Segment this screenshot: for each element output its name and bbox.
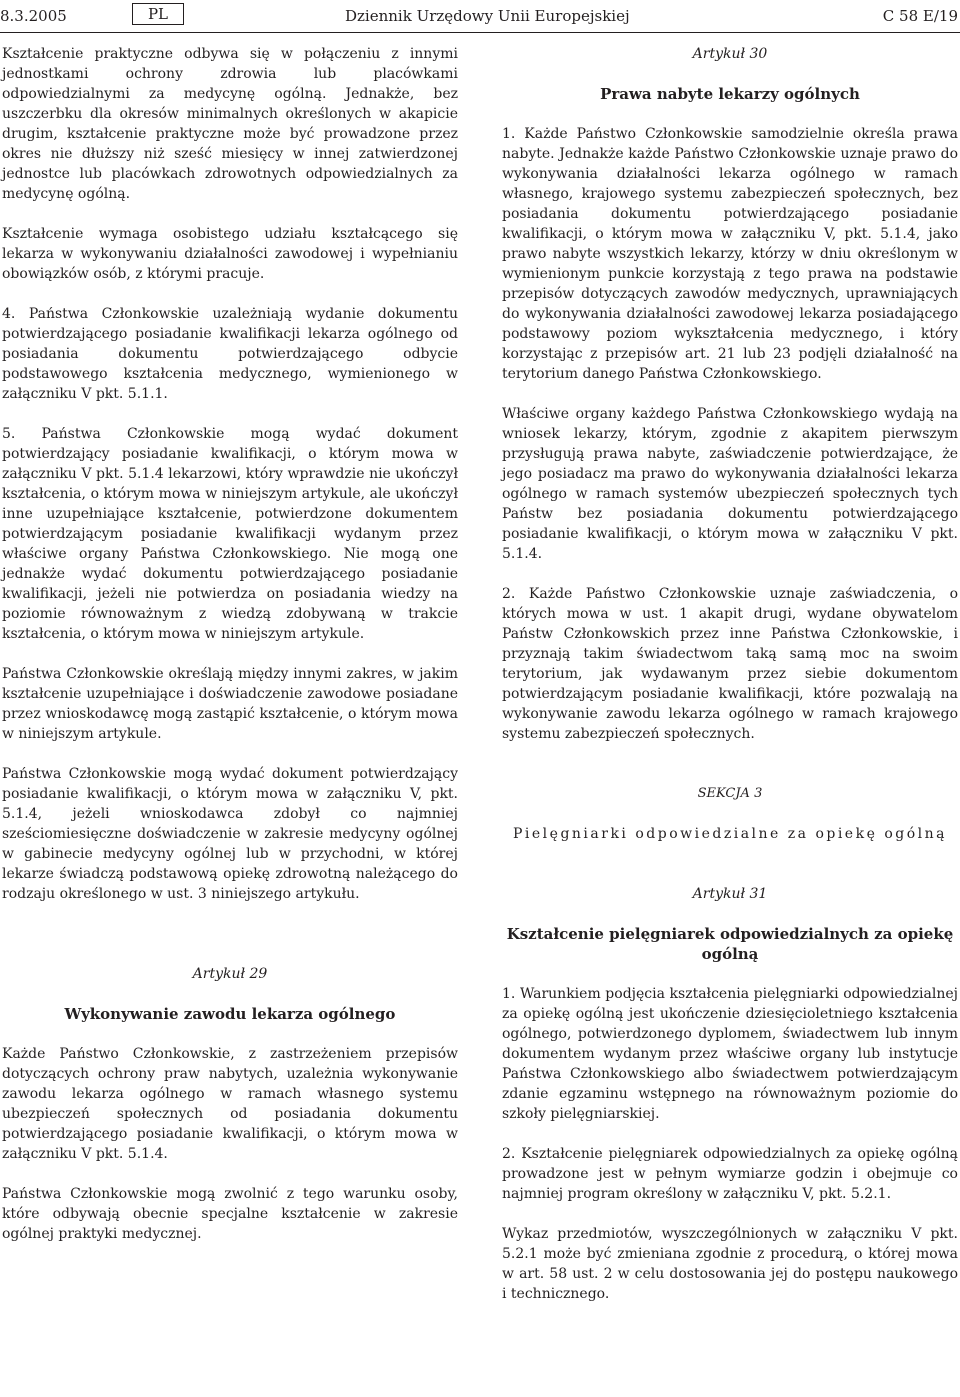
article-number: Artykuł 29 (192, 966, 268, 982)
left-column (2, 44, 458, 1244)
paragraph: Właściwe organy każdego Państwa Członkowskiego wydają na wniosek lekarzy, którym, zgodnie z akapitem pierwszym przysługują prawa nabyte, zaświadczenie potwierdzające, że jego posiadacz ma prawo do wykonywania działalności lekarza ogólnego w ramach systemów ubezpieczeń społecznych tych Państw bez posiadania dokumentu potwierdzającego posiadanie kwalifikacji, o którym mowa w załączniku V pkt. 5.1.4. (502, 406, 958, 562)
paragraph: Wykaz przedmiotów, wyszczególnionych w załączniku V pkt. 5.2.1 może być zmieniana zgodnie z procedurą, o której mowa w art. 58 ust. 2 w celu dostosowania jej do postępu naukowego i technicznego. (502, 1226, 958, 1302)
publication-date: 8.3.2005 (0, 7, 67, 25)
article-number: Artykuł 31 (692, 886, 768, 902)
paragraph: Państwa Członkowskie określają między innymi zakres, w jakim kształcenie uzupełniające i doświadczenie zawodowe posiadane przez wnioskodawcę mogą zastąpić kształcenie, o którym mowa w niniejszym artykule. (2, 666, 458, 742)
paragraph: 1. Każde Państwo Członkowskie samodzielnie określa prawa nabyte. Jednakże każde Państwo Członkowskie uznaje prawo do wykonywania działalności lekarza ogólnego w ramach własnego, krajowego systemu zabezpieczeń społecznych, bez posiadania dokumentu potwierdzającego posiadanie kwalifikacji, o którym mowa w załączniku V, pkt. 5.1.4, jako prawo nabyte wszystkich lekarzy, którzy w dniu określonym w wymienionym punkcie korzystają z tego prawa na podstawie przepisów dotyczących zawodów medycznych, uprawniających do wykonywania działalności zawodowej lekarza posiadającego podstawowy poziom wykształcenia medycznego, i który korzystając z przepisów art. 21 lub 23 podjęli działalność na terytorium danego Państwa Członkowskiego. (502, 126, 958, 382)
header-rule (0, 32, 960, 33)
paragraph: Państwa Członkowskie mogą zwolnić z tego warunku osoby, które odbywają obecnie specjalne kształcenie w zakresie ogólnej praktyki medycznej. (2, 1186, 458, 1242)
page-header (0, 0, 960, 34)
language-badge: PL (132, 3, 184, 25)
paragraph: Każde Państwo Członkowskie, z zastrzeżeniem przepisów dotyczących ochrony praw nabytych, uzależnia wykonywanie zawodu lekarza ogólnego w ramach własnego systemu ubezpieczeń społecznych od posiadania dokumentu potwierdzającego posiadanie kwalifikacji, o którym mowa w załączniku V pkt. 5.1.4. (2, 1046, 458, 1162)
section-title: Pielęgniarki odpowiedzialne za opiekę ogólną (513, 826, 947, 842)
paragraph: 4. Państwa Członkowskie uzależniają wydanie dokumentu potwierdzającego posiadanie kwalifikacji lekarza ogólnego od posiadania dokumentu potwierdzającego odbycie podstawowego kształcenia medycznego, wymienionego w załączniku V pkt. 5.1.1. (2, 306, 458, 402)
paragraph: Państwa Członkowskie mogą wydać dokument potwierdzający posiadanie kwalifikacji, o którym mowa w załączniku V, pkt. 5.1.4, jeżeli wnioskodawca zdobył co najmniej sześciomiesięczne doświadczenie w zakresie medycyny ogólnej w gabinecie medycyny ogólnej lub w przychodni, w której lekarze świadczą podstawową opiekę zdrowotną należącego do rodzaju określonego w ust. 3 niniejszego artykułu. (2, 766, 458, 902)
paragraph: Kształcenie praktyczne odbywa się w połączeniu z innymi jednostkami ochrony zdrowia lub placówkami odpowiedzialnymi za medycynę ogólną. Jednakże, bez uszczerbku dla okresów minimalnych określonych w akapicie drugim, kształcenie praktyczne może być prowadzone przez okres nie dłuższy niż sześć miesięcy w innej zatwierdzonej jednostce lub placówkach zdrowotnych odpowiedzialnych za medycynę ogólną. (2, 46, 458, 202)
paragraph: 2. Każde Państwo Członkowskie uznaje zaświadczenia, o których mowa w ust. 1 akapit drugi, wydane obywatelom Państw Członkowskich przez inne Państwa Członkowskie, i przyznają takim świadectwom taką samą moc na swoim terytorium, jak wydawanym przez siebie dokumentom potwierdzającym posiadanie kwalifikacji, które pozwalają na wykonywanie zawodu lekarza ogólnego w ramach krajowego systemu zabezpieczeń społecznych. (502, 586, 958, 742)
paragraph: Kształcenie wymaga osobistego udziału kształcącego się lekarza w wykonywaniu działalności zawodowej i wypełnianiu obowiązków osób, z którymi pracuje. (2, 226, 458, 282)
article-title: Wykonywanie zawodu lekarza ogólnego (64, 1005, 396, 1023)
journal-title: Dziennik Urzędowy Unii Europejskiej (345, 7, 630, 25)
paragraph: 5. Państwa Członkowskie mogą wydać dokument potwierdzający posiadanie kwalifikacji, o którym mowa w załączniku V pkt. 5.1.4 lekarzowi, który wprawdzie nie ukończył kształcenia, o którym mowa w niniejszym artykule, ale ukończył inne uzupełniające kształcenie, potwierdzone dokumentem potwierdzającym posiadanie kwalifikacji wydanym przez właściwe organy Państwa Członkowskiego. Nie mogą one jednakże wydać dokumentu potwierdzającego posiadanie kwalifikacji, jeżeli nie potwierdza on posiadania wiedzy na poziomie równoważnym z wiedzą zdobywaną w trakcie kształcenia, o którym mowa w niniejszym artykule. (2, 426, 458, 642)
page-reference: C 58 E/19 (882, 7, 958, 25)
article-title: Prawa nabyte lekarzy ogólnych (600, 85, 860, 103)
article-title: Kształcenie pielęgniarek odpowiedzialnych za opiekę ogólną (506, 925, 954, 963)
right-column (502, 44, 958, 1304)
article-number: Artykuł 30 (692, 46, 768, 62)
paragraph: 2. Kształcenie pielęgniarek odpowiedzialnych za opiekę ogólną prowadzone jest w pełnym wymiarze godzin i obejmuje co najmniej program określony w załączniku V, pkt. 5.2.1. (502, 1146, 958, 1202)
paragraph: 1. Warunkiem podjęcia kształcenia pielęgniarki odpowiedzialnej za opiekę ogólną jest ukończenie dziesięcioletniego kształcenia ogólnego, potwierdzonego dyplomem, świadectwem lub innym dokumentem wydanym przez właściwe organy lub instytucje Państwa Członkowskiego albo świadectwem potwierdzającym zdanie egzaminu wstępnego na równoważnym poziomie do szkoły pielęgniarskiej. (502, 986, 958, 1122)
section-number: SEKCJA 3 (697, 786, 763, 801)
